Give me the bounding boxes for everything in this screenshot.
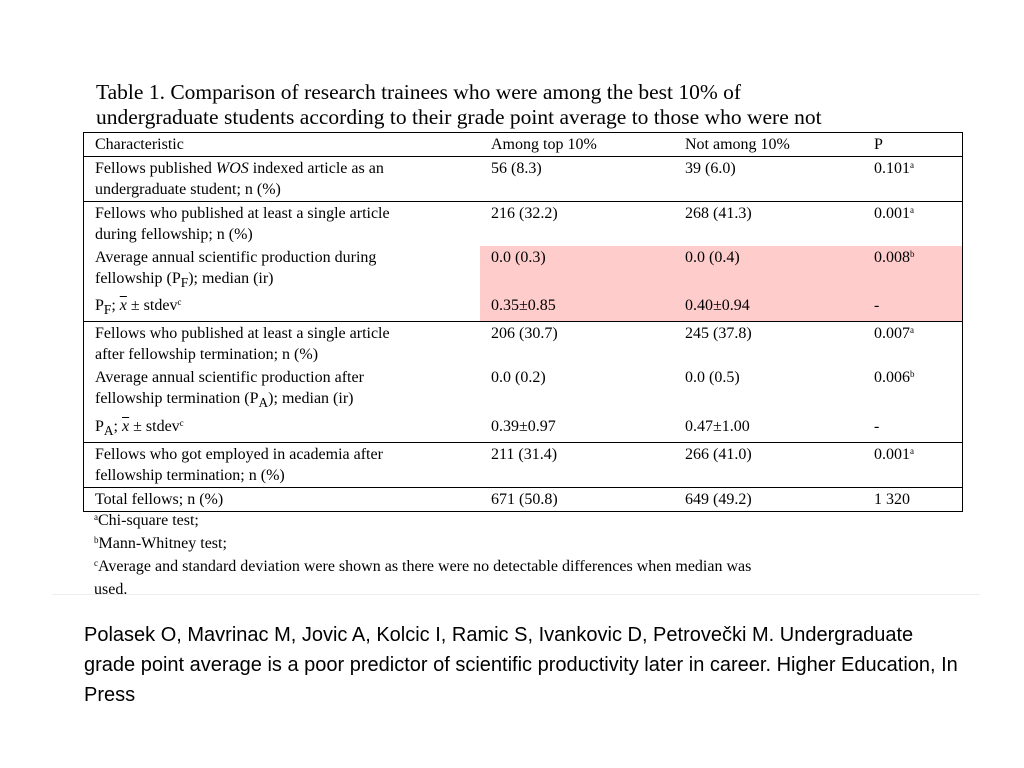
cell-among-top: 0.0 (0.2)	[491, 369, 546, 387]
header-among-top: Among top 10%	[491, 136, 597, 153]
cell-not-among: 0.0 (0.5)	[685, 369, 740, 387]
cell-characteristic: Total fellows; n (%)	[84, 487, 481, 511]
cell-p: 0.001$^a$	[863, 202, 963, 247]
table-row-academia-employment	[84, 442, 963, 487]
cell-among-top-highlighted: 0.35±0.85	[480, 294, 674, 322]
table-row-pa-mean	[84, 415, 963, 443]
cell-characteristic: $P_F$; $\overline{x}$ ± stdev$^c$	[95, 297, 182, 318]
table-row-during-fellowship-publication	[84, 202, 963, 247]
cell-not-among: 39 (6.0)	[674, 157, 863, 202]
cell-among-top: 0.39±0.97	[491, 417, 556, 435]
cell-among-top: 211 (31.4)	[480, 442, 674, 487]
table-row-total	[84, 487, 963, 511]
footnote-a: $^a$Chi-square test;	[94, 512, 199, 529]
cell-p: 1 320	[863, 487, 963, 511]
header-p: P	[874, 136, 883, 153]
cell-among-top: 56 (8.3)	[480, 157, 674, 202]
citation-text: Polasek O, Mavrinac M, Jovic A, Kolcic I, Ramic S, Ivankovic D, Petrovečki M. Undergraduate grade point average is a poor predictor of scientific productivity later in career. Higher Education, In Press	[84, 624, 958, 706]
cell-characteristic: Fellows who got employed in academia after fellowship termination; n (%)	[84, 442, 481, 487]
cell-not-among: 266 (41.0)	[674, 442, 863, 487]
cell-characteristic: Average annual scientific production during fellowship $(P_F)$; median (ir)	[95, 249, 377, 291]
cell-p: -	[874, 417, 880, 435]
footnote-c: $^c$Average and standard deviation were shown as there were no detectable differences when median was	[94, 558, 752, 575]
cell-characteristic: $P_A$; $\overline{x}$ ± stdev$^c$	[95, 417, 184, 438]
cell-p: 0.006$^b$	[874, 369, 915, 387]
table-title-line-1: Table 1. Comparison of research trainees who were among the best 10% of	[96, 80, 742, 104]
results-table	[83, 132, 963, 512]
cell-p: 0.001$^a$	[863, 442, 963, 487]
cell-among-top: 206 (30.7)	[480, 322, 674, 367]
table-row-pf-mean	[84, 294, 963, 322]
table-row-wos	[84, 157, 963, 202]
cell-p-highlighted: -	[863, 294, 963, 322]
cell-not-among: 268 (41.3)	[674, 202, 863, 247]
header-characteristic: Characteristic	[95, 136, 184, 153]
table-row-after-fellowship-publication	[84, 322, 963, 367]
cell-not-among-highlighted: 0.0 (0.4)	[674, 246, 863, 294]
cell-among-top-highlighted: 0.0 (0.3)	[480, 246, 674, 294]
cell-characteristic: Fellows who published at least a single article during fellowship; n (%)	[84, 202, 481, 247]
cell-p: 0.007$^a$	[863, 322, 963, 367]
footnote-b: $^b$Mann-Whitney test;	[94, 535, 227, 552]
table-footnotes	[94, 510, 954, 601]
cell-characteristic: Average annual scientific production after fellowship termination $(P_A)$; median (ir)	[95, 369, 364, 411]
cell-among-top: 671 (50.8)	[480, 487, 674, 511]
cell-characteristic: Fellows published WOS indexed article as an undergraduate student; n (%)	[84, 157, 481, 202]
cell-not-among: 0.47±1.00	[685, 417, 750, 435]
cell-characteristic: Fellows who published at least a single article after fellowship termination; n (%)	[84, 322, 481, 367]
header-not-among: Not among 10%	[685, 136, 790, 153]
footnote-c-continued: used.	[94, 581, 128, 598]
table-title	[96, 80, 956, 132]
table-row-pa-median	[84, 366, 963, 414]
table-row-pf-median	[84, 246, 963, 294]
table-header-row	[84, 133, 963, 157]
table-title-line-2: undergraduate students according to their grade point average to those who were not	[96, 105, 822, 129]
cell-not-among-highlighted: 0.40±0.94	[674, 294, 863, 322]
cell-p-highlighted: 0.008$^b$	[863, 246, 963, 294]
cell-not-among: 649 (49.2)	[674, 487, 863, 511]
cell-not-among: 245 (37.8)	[674, 322, 863, 367]
cell-p: 0.101$^a$	[863, 157, 963, 202]
cell-among-top: 216 (32.2)	[480, 202, 674, 247]
